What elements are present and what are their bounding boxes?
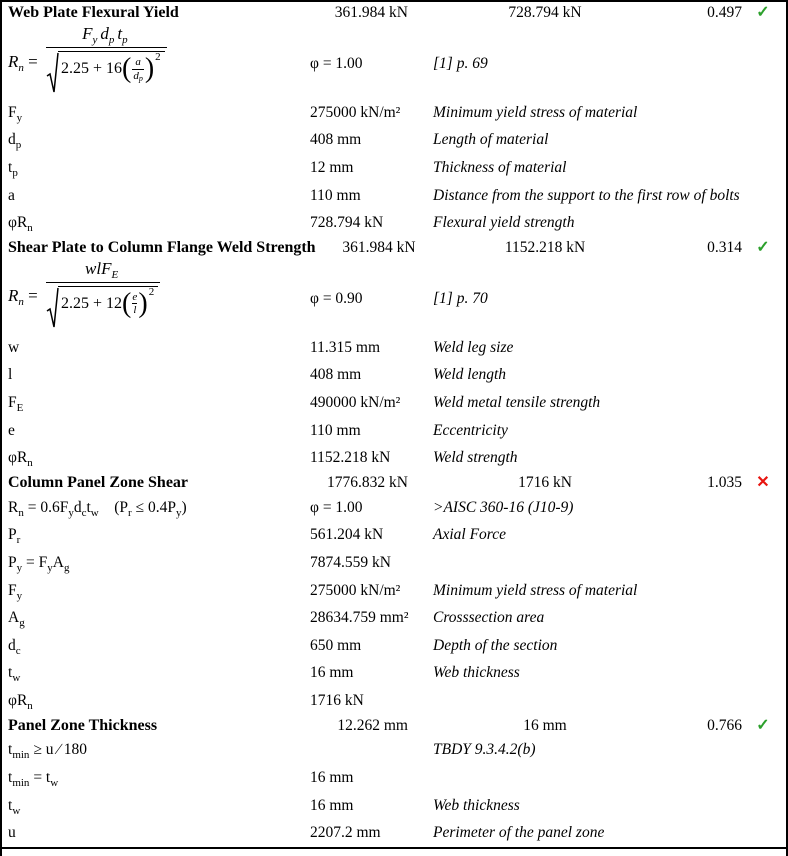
phi-factor: φ = 0.90 (310, 289, 363, 307)
param-value: 16 mm (310, 769, 354, 787)
phi-factor: φ = 1.00 (310, 498, 363, 516)
param-value: 2207.2 mm (310, 824, 381, 842)
parameter-row (2, 522, 786, 550)
param-symbol: $\varphi R_n$ (8, 691, 33, 712)
inner-numerator: e (132, 290, 138, 303)
equation-weld-strength (8, 259, 160, 334)
parameter-row (2, 444, 786, 472)
exponent: 2 (155, 51, 161, 63)
param-value: 28634.759 mm² (310, 609, 409, 627)
param-description: Weld length (433, 366, 507, 384)
param-symbol: a (8, 186, 15, 204)
check-row-weld-strength (2, 237, 786, 259)
param-symbol: $d_p$ (8, 131, 22, 152)
parameter-row (2, 632, 786, 660)
param-description: Length of material (433, 131, 549, 149)
param-value: 1716 kN (310, 691, 364, 709)
parameter-row (2, 389, 786, 417)
equation-web-plate-flexural (8, 24, 167, 99)
pass-check-icon: ✓ (756, 238, 770, 256)
param-symbol: u (8, 824, 16, 842)
param-description: Web thickness (433, 664, 520, 682)
param-symbol: $t_w$ (8, 796, 21, 817)
inner-denominator: $d_p$ (133, 69, 143, 83)
parameter-row (2, 99, 786, 127)
param-symbol: l (8, 366, 13, 384)
param-value: 12 mm (310, 158, 354, 176)
inner-numerator: a (135, 55, 141, 68)
criterion-expression: $t_{min} \ge u$ ∕ 180 (8, 741, 88, 762)
close-paren: ) (144, 53, 155, 84)
fraction-denominator (46, 47, 167, 99)
param-symbol: $F_y$ (8, 103, 23, 124)
param-description: Weld strength (433, 449, 518, 467)
parameter-row (2, 549, 786, 577)
fraction-numerator: wlF$_E$ (85, 258, 119, 281)
next-table-edge (0, 849, 788, 856)
param-symbol: w (8, 338, 20, 356)
demand-value: 12.262 mm (337, 716, 408, 734)
ratio-value: 0.766 (707, 716, 742, 734)
param-description: Web thickness (433, 796, 520, 814)
capacity-value: 1716 kN (518, 473, 572, 491)
parameter-row (2, 362, 786, 390)
equation-inline: $R_n = 0.6F_yd_ct_w$ $(P_r \le 0.4P_y)$ (8, 498, 187, 519)
formula-block-web-plate (2, 24, 786, 99)
ratio-value: 0.314 (707, 238, 742, 256)
capacity-value: 728.794 kN (508, 4, 582, 21)
param-value: 16 mm (310, 664, 354, 682)
param-description: Depth of the section (433, 636, 558, 654)
ratio-value: 1.035 (707, 473, 742, 491)
parameter-row (2, 334, 786, 362)
param-description: Thickness of material (433, 158, 567, 176)
parameter-row (2, 417, 786, 445)
formula-block-weld (2, 259, 786, 334)
demand-value: 361.984 kN (334, 4, 408, 21)
square-root (46, 286, 158, 329)
param-description: Distance from the support to the first row of bolts (433, 186, 740, 204)
param-description: Weld metal tensile strength (433, 393, 601, 411)
close-paren: ) (138, 287, 148, 319)
param-description: Eccentricity (433, 421, 508, 439)
param-value: 728.794 kN (310, 214, 384, 232)
check-row-panel-zone-shear (2, 472, 786, 494)
section-title: Column Panel Zone Shear (8, 473, 189, 491)
radicand-prefix: 2.25 + 12 (60, 294, 123, 312)
inner-denominator: l (133, 304, 137, 317)
reference: [1] p. 70 (433, 289, 488, 307)
parameter-row (2, 209, 786, 237)
param-value: 408 mm (310, 131, 362, 149)
section-title: Web Plate Flexural Yield (8, 4, 179, 21)
demand-value: 1776.832 kN (327, 473, 408, 491)
radicand (58, 51, 165, 84)
param-value: 650 mm (310, 636, 362, 654)
radicand (58, 286, 158, 319)
parameter-row (2, 764, 786, 792)
equation-lhs: $R_n$ = (8, 286, 42, 309)
fraction (46, 24, 167, 99)
pass-check-icon: ✓ (756, 4, 770, 21)
ratio-value: 0.497 (707, 4, 742, 21)
parameter-row (2, 127, 786, 155)
reference: [1] p. 69 (433, 55, 488, 72)
capacity-value: 1152.218 kN (504, 238, 586, 256)
inner-fraction (132, 56, 144, 82)
param-symbol: $\varphi R_n$ (8, 214, 33, 235)
param-value: 16 mm (310, 796, 354, 814)
parameter-row (2, 660, 786, 688)
parameter-row (2, 154, 786, 182)
param-description: Flexural yield strength (433, 214, 575, 232)
fail-x-icon: ✕ (756, 473, 770, 491)
inner-fraction (132, 291, 137, 317)
open-paren: ( (122, 287, 132, 319)
section-title: Shear Plate to Column Flange Weld Strength (8, 238, 316, 256)
equation-lhs: $R_n$ = (8, 51, 42, 74)
fraction-numerator: $F_y$ $d_p$ $t_p$ (82, 24, 128, 46)
param-symbol: $P_r$ (8, 526, 21, 547)
param-value: 7874.559 kN (310, 553, 391, 571)
param-description: Weld leg size (433, 338, 514, 356)
demand-value: 361.984 kN (342, 238, 416, 256)
pass-check-icon: ✓ (756, 716, 770, 734)
param-symbol: $t_w$ (8, 664, 21, 685)
square-root (46, 51, 165, 94)
formula-row-panel-zone-shear (2, 494, 786, 522)
param-symbol: $A_g$ (8, 609, 25, 630)
param-symbol: $t_p$ (8, 158, 18, 179)
param-value: 490000 kN/m² (310, 393, 401, 411)
param-symbol: $\varphi R_n$ (8, 449, 33, 470)
param-value: 275000 kN/m² (310, 103, 401, 121)
param-value: 110 mm (310, 421, 361, 439)
param-value: 275000 kN/m² (310, 581, 401, 599)
fraction-denominator (46, 282, 160, 334)
parameter-row (2, 604, 786, 632)
radicand-prefix: 2.25 + 16 (60, 60, 123, 77)
check-row-panel-zone-thickness (2, 715, 786, 737)
param-value: 561.204 kN (310, 526, 384, 544)
parameter-row (2, 182, 786, 210)
capacity-value: 16 mm (523, 716, 567, 734)
param-description: Crosssection area (433, 609, 545, 627)
phi-factor: φ = 1.00 (310, 55, 363, 72)
param-description: Minimum yield stress of material (433, 581, 638, 599)
reference: TBDY 9.3.4.2(b) (433, 741, 536, 759)
param-description: Axial Force (433, 526, 507, 544)
parameter-row (2, 819, 786, 847)
param-description: Minimum yield stress of material (433, 103, 638, 121)
param-symbol: $F_y$ (8, 581, 23, 602)
parameter-row (2, 687, 786, 715)
param-value: 11.315 mm (310, 338, 381, 356)
param-symbol: e (8, 421, 15, 439)
reference: >AISC 360-16 (J10-9) (433, 498, 574, 516)
param-value: 408 mm (310, 366, 362, 384)
param-symbol: $P_y = F_yA_g$ (8, 553, 70, 574)
param-value: 1152.218 kN (310, 449, 391, 467)
exponent: 2 (148, 285, 155, 298)
section-title: Panel Zone Thickness (8, 716, 158, 734)
open-paren: ( (122, 53, 132, 84)
param-symbol: $d_c$ (8, 636, 21, 657)
criterion-row (2, 737, 786, 765)
parameter-row (2, 577, 786, 605)
param-symbol: $F_E$ (8, 393, 24, 414)
parameter-row (2, 792, 786, 820)
param-value: 110 mm (310, 186, 361, 204)
param-symbol: $t_{min} = t_w$ (8, 769, 59, 790)
check-row-web-plate-flexural-yield (2, 2, 786, 24)
param-description: Perimeter of the panel zone (433, 824, 605, 842)
fraction (46, 259, 160, 334)
